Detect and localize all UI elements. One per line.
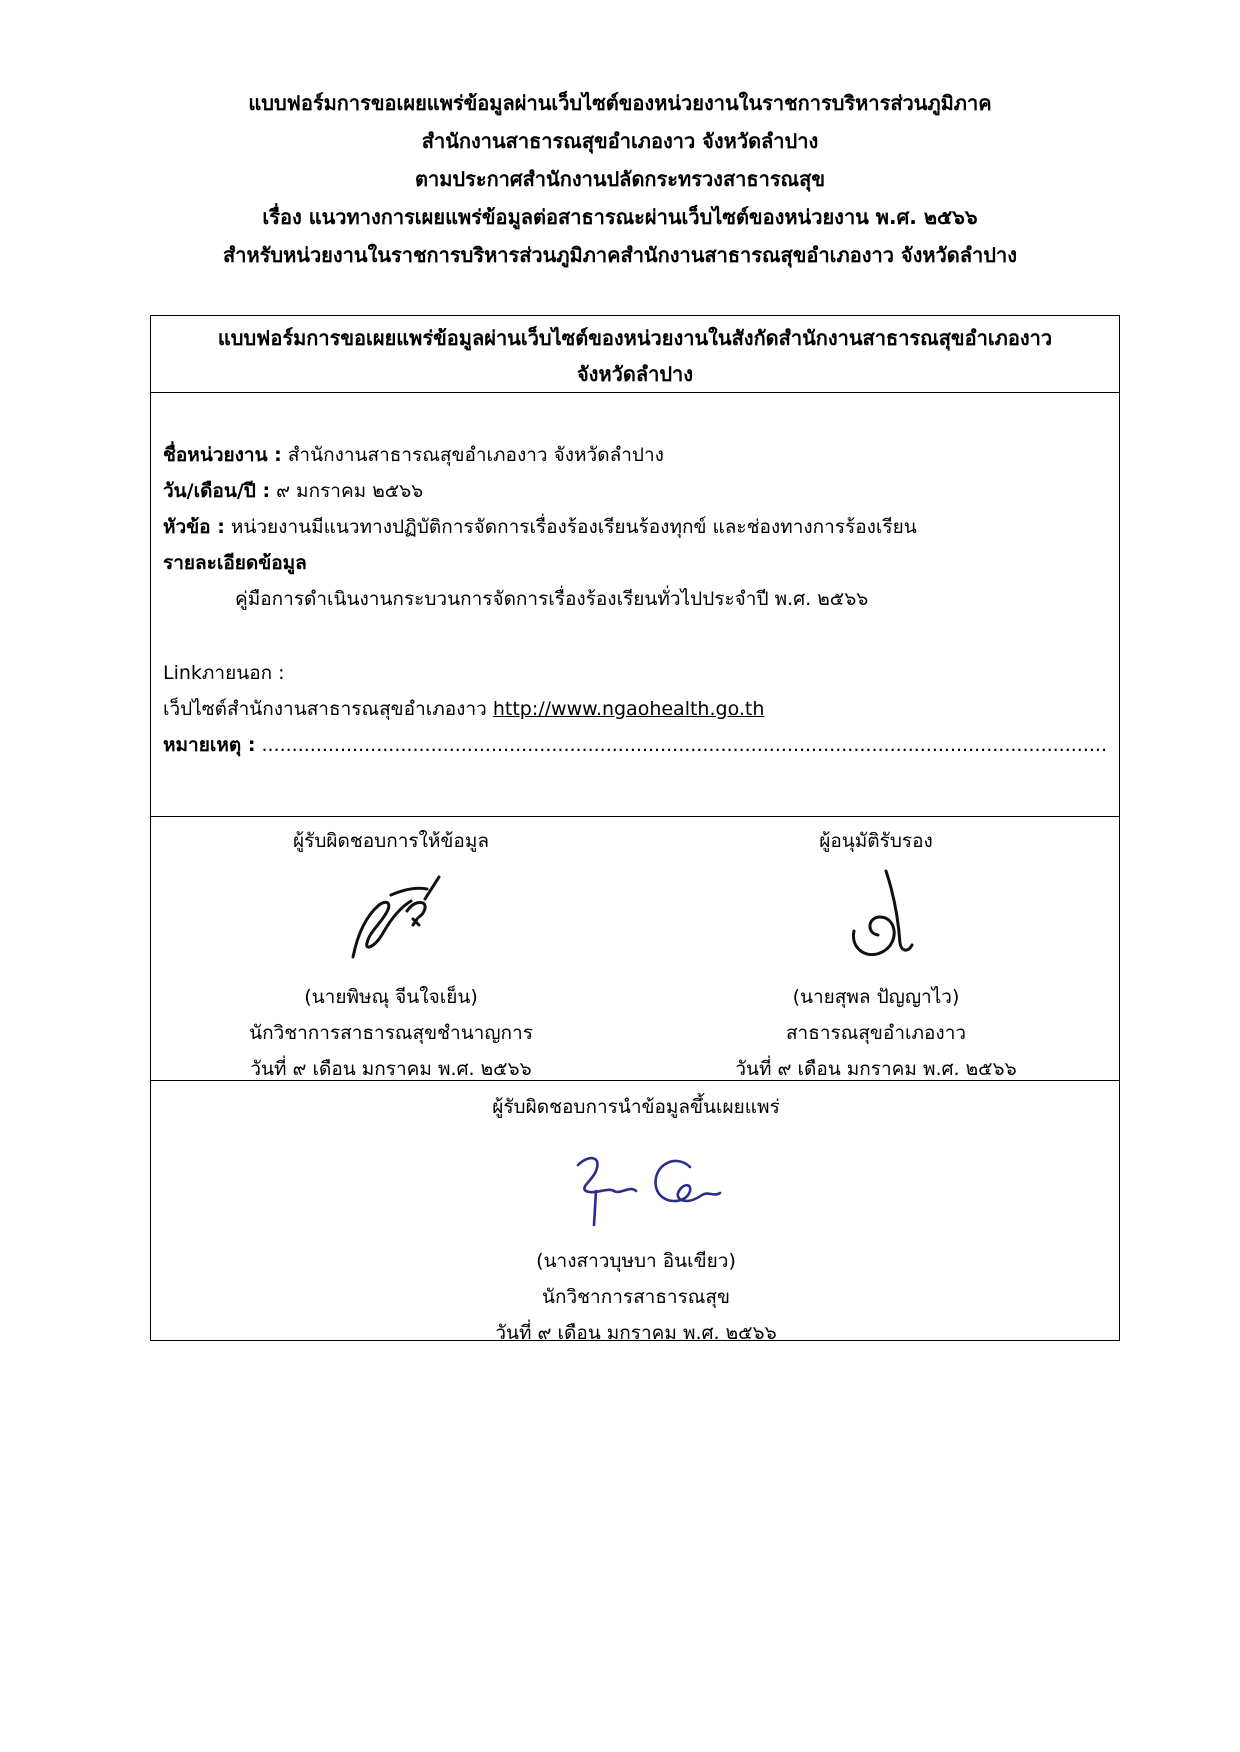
document-header (0, 84, 1240, 274)
approver-name: (นายสุพล ปัญญาไว) (792, 986, 960, 1008)
responsible-name: (นายพิษณุ จีนใจเย็น) (304, 986, 478, 1008)
note-value: ............................................................................................................................................ (255, 734, 1107, 756)
unit-label: ชื่อหน่วยงาน : (163, 444, 282, 466)
note-label: หมายเหตุ : (163, 734, 256, 756)
approver-role: ผู้อนุมัติรับรอง (819, 830, 933, 852)
signature-mark-2 (816, 859, 936, 969)
date-label: วัน/เดือน/ปี : (163, 480, 271, 502)
note-row (163, 727, 1107, 763)
link-text: เว็ปไซต์สำนักงานสาธารณสุขอำเภองาว (163, 698, 493, 720)
publisher-section (151, 1081, 1119, 1344)
publisher-role: ผู้รับผิดชอบการนำข้อมูลขึ้นเผยแพร่ (492, 1096, 780, 1118)
link-label: Linkภายนอก : (163, 662, 285, 684)
topic-label: หัวข้อ : (163, 516, 225, 538)
date-row (163, 473, 423, 509)
date-value: ๙ มกราคม ๒๕๖๖ (270, 480, 424, 502)
header-line-2: สำนักงานสาธารณสุขอำเภองาว จังหวัดลำปาง (421, 129, 819, 153)
publisher-name: (นางสาวบุษบา อินเขียว) (536, 1250, 736, 1272)
topic-value: หน่วยงานมีแนวทางปฏิบัติการจัดการเรื่องร้องเรียนร้องทุกข์ และช่องทางการร้องเรียน (224, 516, 917, 538)
form-title-line-2: จังหวัดลำปาง (576, 362, 694, 386)
publisher-date: วันที่ ๙ เดือน มกราคม พ.ศ. ๒๕๖๖ (495, 1322, 777, 1344)
header-line-3: ตามประกาศสำนักงานปลัดกระทรวงสาธารณสุข (414, 167, 825, 191)
detail-label: รายละเอียดข้อมูล (163, 552, 307, 574)
approver-signature (671, 859, 1081, 979)
external-link[interactable]: http://www.ngaohealth.go.th (492, 698, 765, 720)
responsible-position: นักวิชาการสาธารณสุขชำนาญการ (249, 1022, 533, 1044)
form-details-section (151, 393, 1119, 817)
publisher-signature (436, 1125, 836, 1243)
header-line-5: สำหรับหน่วยงานในราชการบริหารส่วนภูมิภาคสำนักงานสาธารณสุขอำเภองาว จังหวัดลำปาง (223, 243, 1017, 267)
header-line-4: เรื่อง แนวทางการเผยแพร่ข้อมูลต่อสาธารณะผ่านเว็บไซต์ของหน่วยงาน พ.ศ. ๒๕๖๖ (262, 205, 978, 229)
publisher-position: นักวิชาการสาธารณสุข (541, 1286, 731, 1308)
signature-mark-1 (321, 859, 461, 969)
form-title-section (151, 316, 1119, 393)
publisher-signature-block (436, 1089, 836, 1351)
approver-date: วันที่ ๙ เดือน มกราคม พ.ศ. ๒๕๖๖ (735, 1058, 1017, 1080)
responsible-signature (191, 859, 591, 979)
responsible-date: วันที่ ๙ เดือน มกราคม พ.ศ. ๒๕๖๖ (250, 1058, 532, 1080)
approver-position: สาธารณสุขอำเภองาว (785, 1022, 967, 1044)
form-title-line-1: แบบฟอร์มการขอเผยแพร่ข้อมูลผ่านเว็บไซต์ของหน่วยงานในสังกัดสำนักงานสาธารณสุขอำเภองาว (217, 326, 1053, 350)
responsible-signature-block (191, 823, 591, 1087)
publication-form (150, 315, 1120, 1344)
header-line-1: แบบฟอร์มการขอเผยแพร่ข้อมูลผ่านเว็บไซต์ของหน่วยงานในราชการบริหารส่วนภูมิภาค (248, 91, 992, 115)
link-row (163, 691, 764, 727)
signature-mark-3 (536, 1125, 736, 1235)
detail-value: คู่มือการดำเนินงานกระบวนการจัดการเรื่องร้องเรียนทั่วไปประจำปี พ.ศ. ๒๕๖๖ (235, 588, 869, 610)
unit-row (163, 437, 664, 473)
approver-signature-block (671, 823, 1081, 1087)
signatures-section (151, 817, 1119, 1081)
unit-value: สำนักงานสาธารณสุขอำเภองาว จังหวัดลำปาง (281, 444, 664, 466)
topic-row (163, 509, 917, 545)
responsible-role: ผู้รับผิดชอบการให้ข้อมูล (293, 830, 489, 852)
